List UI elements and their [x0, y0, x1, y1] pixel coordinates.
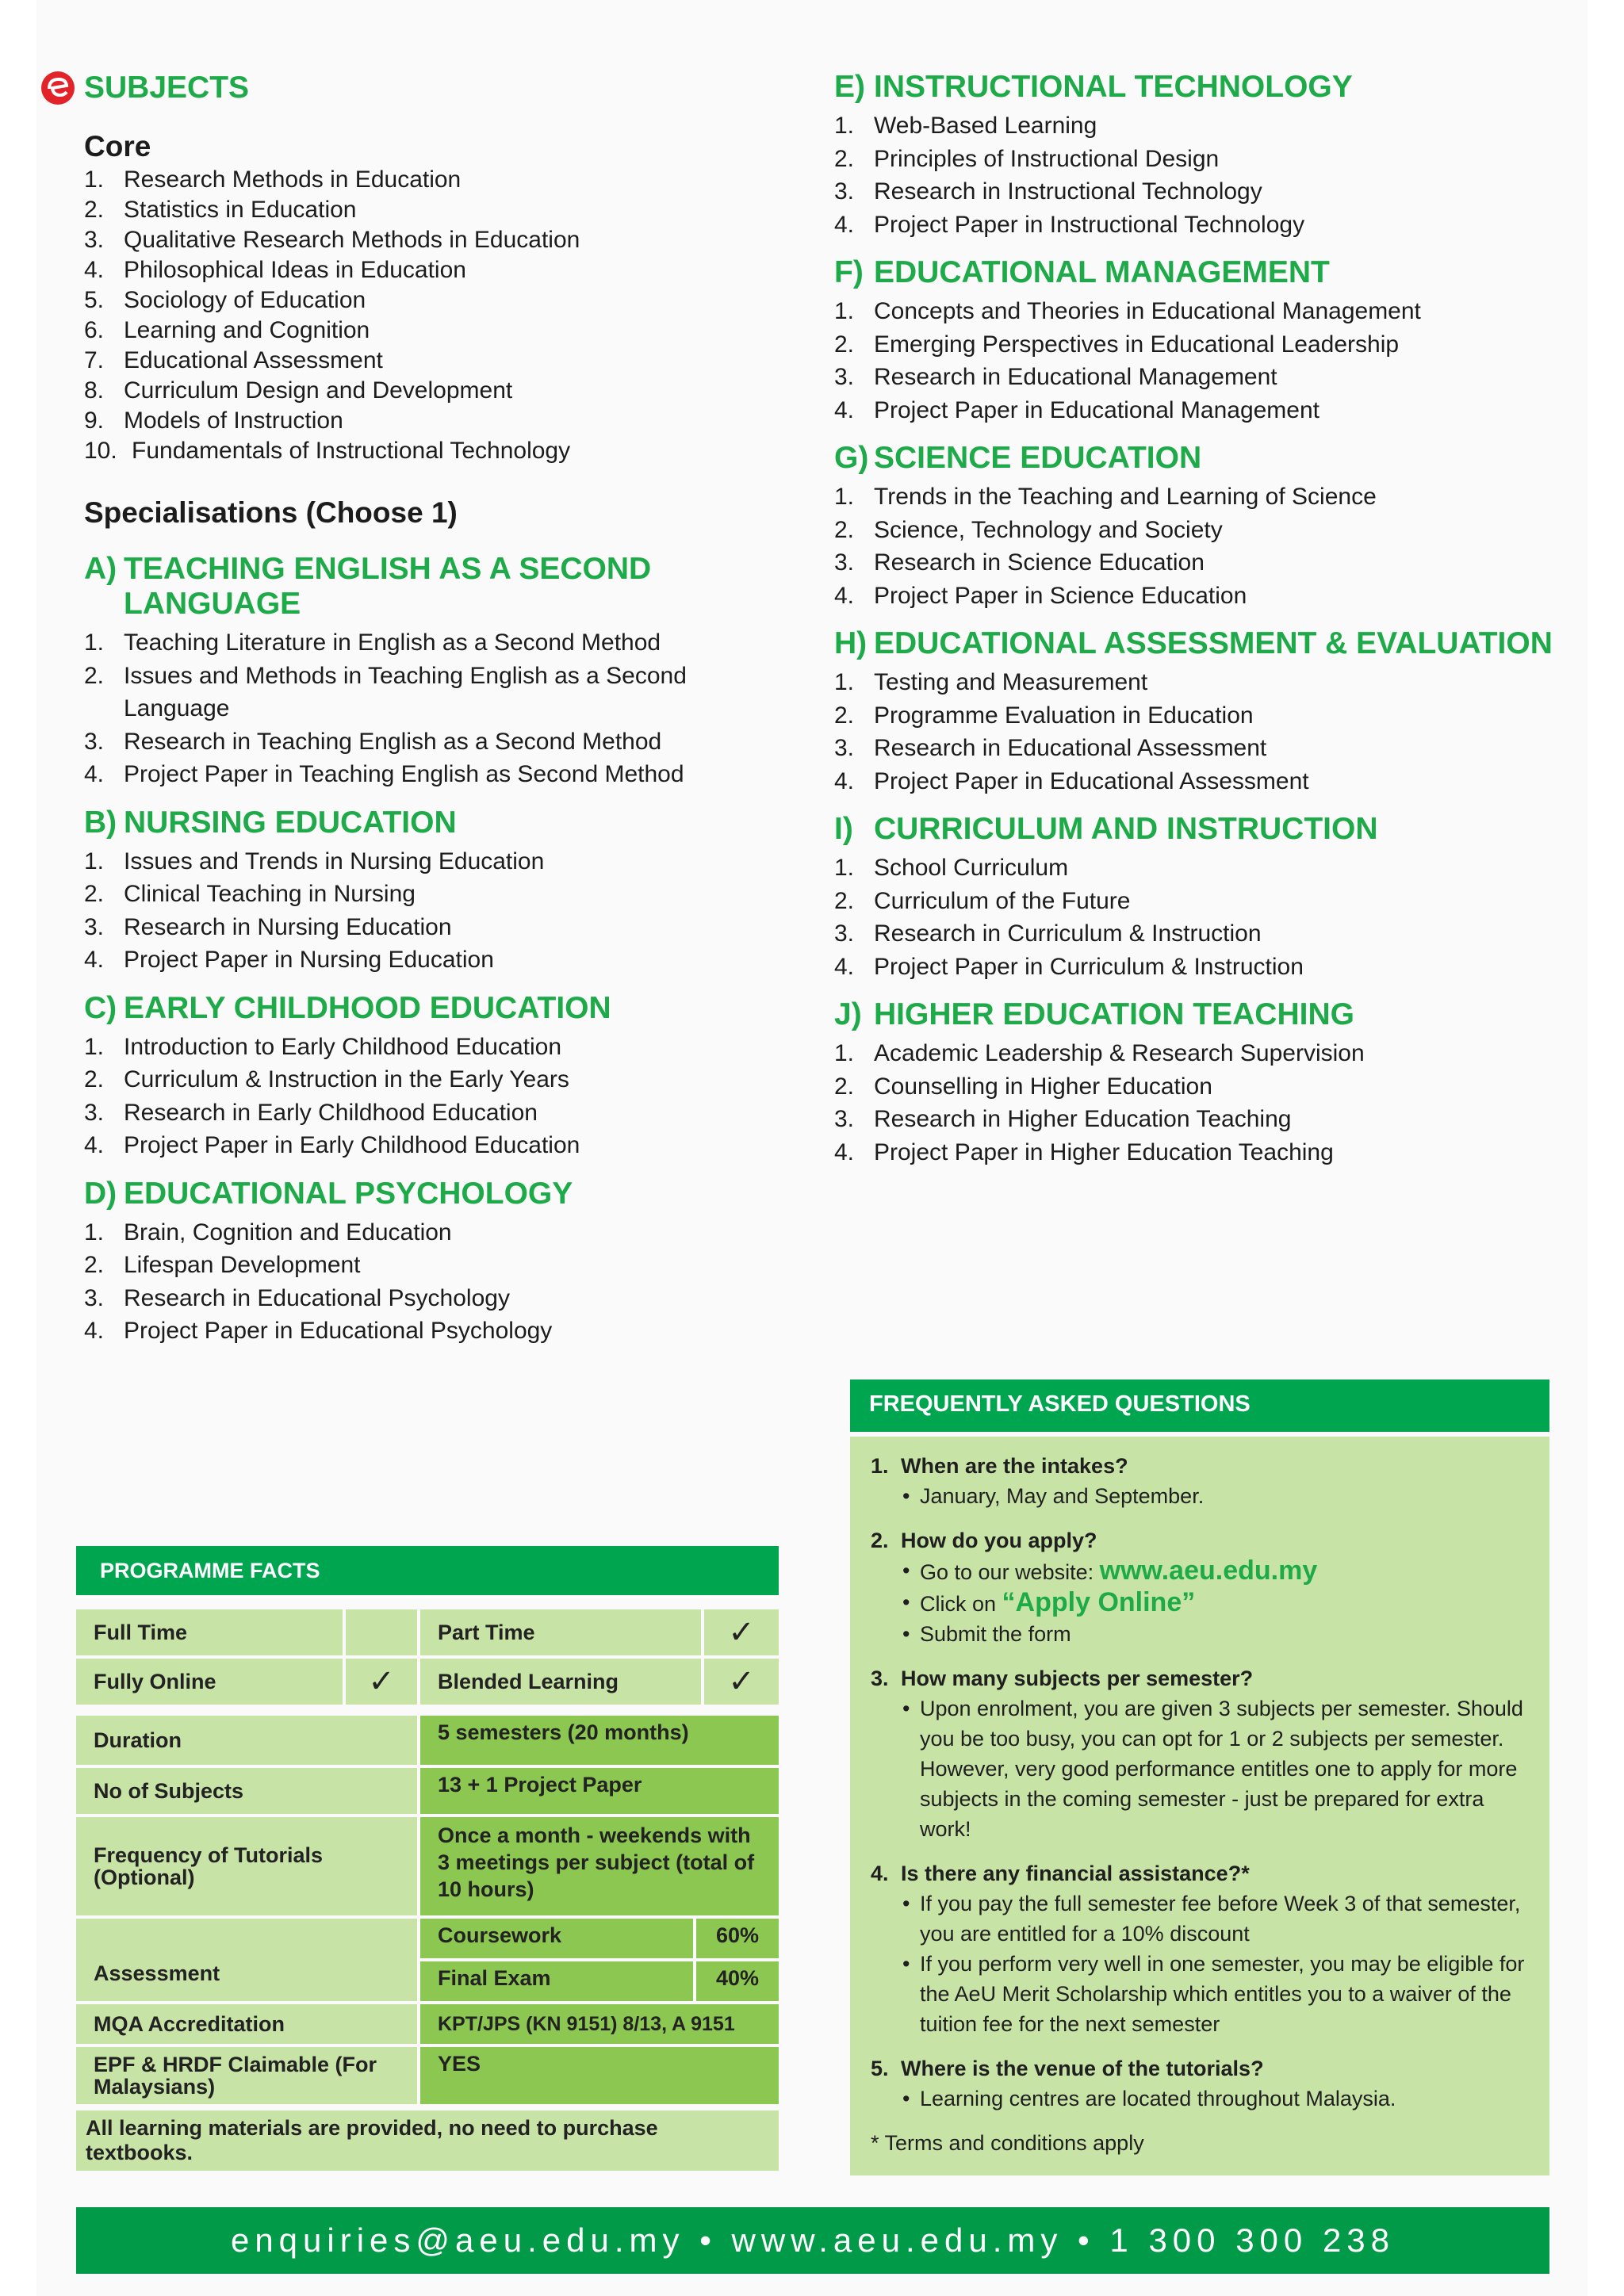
- item-number: 3.: [834, 178, 855, 205]
- item-number: 2.: [834, 702, 855, 729]
- website-link[interactable]: www.aeu.edu.my: [1099, 1556, 1318, 1586]
- specialisation-subject-item: [834, 1136, 1564, 1169]
- specialisation-title: [834, 441, 1564, 476]
- item-number: 3.: [834, 735, 855, 761]
- item-text: Teaching Literature in English as a Second Method: [124, 629, 661, 656]
- item-text: Clinical Teaching in Nursing: [124, 881, 416, 907]
- specialisation-section: [84, 806, 782, 977]
- specialisation-subject-list: [834, 480, 1564, 612]
- mqa-label: MQA Accreditation: [76, 2004, 417, 2044]
- coursework-value: 60%: [696, 1919, 779, 1958]
- specialisation-subject-item: [834, 361, 1564, 394]
- part-time-check-icon: ✓: [704, 1609, 779, 1655]
- item-text: Research in Educational Psychology: [124, 1284, 510, 1311]
- specialisation-subject-item: [84, 878, 782, 911]
- section-letter: C): [84, 990, 117, 1025]
- item-number: 1.: [834, 855, 855, 881]
- duration-value: 5 semesters (20 months): [420, 1716, 779, 1765]
- item-text: Research in Instructional Technology: [874, 178, 1262, 205]
- item-number: 7.: [84, 347, 105, 373]
- item-text: Research Methods in Education: [124, 166, 462, 193]
- specialisation-section: [84, 552, 782, 791]
- item-text: Models of Instruction: [124, 408, 343, 434]
- section-title-text: EDUCATIONAL PSYCHOLOGY: [124, 1176, 573, 1211]
- epf-hrdf-label: EPF & HRDF Claimable (For Malaysians): [76, 2047, 417, 2104]
- item-text: Trends in the Teaching and Learning of Science: [874, 484, 1377, 510]
- section-title-text: EDUCATIONAL ASSESSMENT & EVALUATION: [874, 626, 1553, 660]
- specialisation-subject-item: [84, 1031, 782, 1064]
- item-number: 4.: [834, 1138, 855, 1165]
- programme-facts-table: [76, 1609, 779, 2180]
- specialisation-subject-item: [834, 480, 1564, 514]
- faq-answer: January, May and September.: [920, 1484, 1205, 1508]
- section-title-text: EDUCATIONAL MANAGEMENT: [874, 255, 1330, 289]
- section-title-text: CURRICULUM AND INSTRUCTION: [874, 812, 1378, 846]
- specialisation-section: [834, 255, 1564, 427]
- section-letter: F): [834, 255, 864, 289]
- item-number: 3.: [834, 364, 855, 390]
- item-text: Research in Curriculum & Instruction: [874, 920, 1262, 947]
- item-number: 2.: [834, 516, 855, 543]
- item-text: Research in Higher Education Teaching: [874, 1106, 1292, 1132]
- item-number: 2.: [84, 197, 105, 223]
- item-number: 2.: [84, 881, 105, 907]
- faq-panel: [850, 1380, 1549, 2175]
- specialisation-subject-item: [84, 725, 782, 759]
- section-title-text: HIGHER EDUCATION TEACHING: [874, 997, 1354, 1031]
- section-letter: H): [834, 626, 868, 660]
- item-number: 2.: [84, 662, 105, 689]
- core-subject-item: [84, 346, 782, 376]
- item-text: Programme Evaluation in Education: [874, 702, 1254, 729]
- left-specialisations: [84, 552, 782, 1348]
- core-subject-item: [84, 195, 782, 225]
- specialisation-subject-item: [834, 143, 1564, 176]
- faq-number: 2.: [871, 1529, 889, 1552]
- item-text: Philosophical Ideas in Education: [124, 257, 466, 283]
- section-letter: B): [84, 805, 117, 840]
- section-letter: G): [834, 441, 869, 475]
- specialisation-title: [834, 997, 1564, 1032]
- faq-question: When are the intakes?: [901, 1454, 1128, 1478]
- specialisation-section: [834, 997, 1564, 1169]
- bullet-icon: •: [902, 1622, 910, 1646]
- section-title-text: INSTRUCTIONAL TECHNOLOGY: [874, 70, 1353, 104]
- specialisation-subject-item: [834, 209, 1564, 242]
- specialisation-subject-list: [84, 845, 782, 977]
- fully-online-label: Fully Online: [76, 1659, 343, 1705]
- full-time-label: Full Time: [76, 1609, 343, 1655]
- item-text: Curriculum Design and Development: [124, 377, 513, 404]
- bullet-icon: •: [902, 1952, 910, 1976]
- item-number: 3.: [834, 1106, 855, 1132]
- no-of-subjects-value: 13 + 1 Project Paper: [420, 1768, 779, 1814]
- item-text: Project Paper in Instructional Technology: [874, 211, 1305, 238]
- specialisation-subject-item: [834, 328, 1564, 362]
- item-number: 3.: [834, 549, 855, 576]
- item-number: 3.: [84, 227, 105, 253]
- item-number: 4.: [84, 1132, 105, 1158]
- specialisation-title: [84, 552, 782, 622]
- specialisation-subject-item: [834, 732, 1564, 765]
- item-text: Issues and Trends in Nursing Education: [124, 848, 545, 874]
- specialisation-subject-item: [834, 175, 1564, 209]
- item-number: 4.: [84, 947, 105, 973]
- item-text: Curriculum & Instruction in the Early Years: [124, 1066, 569, 1093]
- item-number: 1.: [834, 484, 855, 510]
- blended-learning-label: Blended Learning: [420, 1659, 701, 1705]
- item-text: Web-Based Learning: [874, 113, 1097, 139]
- programme-facts: [76, 1546, 779, 2180]
- section-title-text: EARLY CHILDHOOD EDUCATION: [124, 990, 611, 1025]
- section-letter: D): [84, 1176, 117, 1211]
- item-number: 6.: [84, 317, 105, 343]
- specialisations-heading: Specialisations (Choose 1): [84, 496, 458, 529]
- fully-online-check-icon: ✓: [346, 1659, 417, 1705]
- item-text: Research in Early Childhood Education: [124, 1099, 538, 1126]
- specialisation-title: [84, 991, 782, 1026]
- core-heading: Core: [84, 130, 151, 163]
- specialisation-subject-item: [834, 514, 1564, 547]
- faq-body: [850, 1437, 1549, 2175]
- bullet-icon: •: [902, 1559, 910, 1582]
- programme-facts-heading: PROGRAMME FACTS: [76, 1546, 779, 1598]
- specialisation-subject-item: [84, 1129, 782, 1162]
- item-text: Qualitative Research Methods in Education: [124, 227, 580, 253]
- specialisation-subject-list: [84, 1216, 782, 1348]
- item-number: 2.: [834, 331, 855, 358]
- faq-answer: Click on: [920, 1592, 997, 1616]
- specialisation-subject-item: [84, 1249, 782, 1282]
- subjects-heading: SUBJECTS: [84, 71, 250, 105]
- item-number: 1.: [84, 1033, 105, 1060]
- core-list: [84, 165, 782, 466]
- specialisation-subject-item: [834, 109, 1564, 143]
- item-number: 4.: [834, 396, 855, 423]
- item-text: Project Paper in Educational Management: [874, 396, 1320, 423]
- specialisation-subject-item: [84, 1063, 782, 1096]
- item-text: Research in Educational Assessment: [874, 735, 1267, 761]
- faq-heading: FREQUENTLY ASKED QUESTIONS: [850, 1380, 1549, 1432]
- item-text: Counselling in Higher Education: [874, 1073, 1212, 1100]
- item-text: Lifespan Development: [124, 1252, 361, 1278]
- specialisation-subject-item: [84, 626, 782, 660]
- aeu-logo-icon: [40, 70, 76, 106]
- faq-item-financial: [871, 1858, 1529, 2039]
- item-number: 8.: [84, 377, 105, 404]
- specialisation-title: [834, 255, 1564, 290]
- item-number: 1.: [84, 629, 105, 656]
- specialisation-subject-item: [84, 1216, 782, 1249]
- specialisation-subject-list: [84, 1031, 782, 1162]
- item-text: Science, Technology and Society: [874, 516, 1223, 543]
- specialisation-subject-item: [84, 1096, 782, 1130]
- specialisation-subject-list: [834, 109, 1564, 241]
- mqa-value: KPT/JPS (KN 9151) 8/13, A 9151: [420, 2004, 779, 2044]
- faq-question: Where is the venue of the tutorials?: [901, 2057, 1264, 2080]
- epf-hrdf-value: YES: [420, 2047, 779, 2104]
- faq-number: 1.: [871, 1454, 889, 1478]
- item-text: Learning and Cognition: [124, 317, 370, 343]
- final-exam-label: Final Exam: [420, 1961, 693, 2001]
- item-number: 1.: [834, 113, 855, 139]
- item-number: 1.: [84, 1219, 105, 1246]
- section-letter: E): [834, 70, 865, 104]
- item-text: Project Paper in Science Education: [874, 582, 1247, 609]
- item-number: 5.: [84, 287, 105, 313]
- section-letter: I): [834, 812, 853, 846]
- item-number: 1.: [84, 166, 105, 193]
- specialisation-subject-item: [84, 1282, 782, 1315]
- specialisation-subject-item: [84, 1314, 782, 1348]
- item-number: 1.: [84, 848, 105, 874]
- item-text: Academic Leadership & Research Supervision: [874, 1040, 1365, 1066]
- item-text: Research in Nursing Education: [124, 913, 452, 940]
- specialisation-subject-item: [834, 394, 1564, 427]
- core-subject-item: [84, 406, 782, 436]
- item-text: Curriculum of the Future: [874, 887, 1131, 914]
- item-number: 3.: [84, 728, 105, 755]
- item-text: Project Paper in Teaching English as Second Method: [124, 761, 684, 787]
- section-title-text: SCIENCE EDUCATION: [874, 441, 1202, 475]
- faq-item-apply: [871, 1525, 1529, 1649]
- specialisation-subject-item: [834, 580, 1564, 613]
- faq-question: How do you apply?: [901, 1529, 1097, 1552]
- section-letter: J): [834, 997, 862, 1031]
- specialisation-subject-list: [834, 666, 1564, 798]
- faq-item-venue: [871, 2053, 1529, 2114]
- item-number: 2.: [84, 1252, 105, 1278]
- item-number: 4.: [84, 761, 105, 787]
- item-text: Issues and Methods in Teaching English as a Second Language: [124, 662, 687, 721]
- faq-question: How many subjects per semester?: [901, 1667, 1254, 1690]
- core-subject-item: [84, 255, 782, 285]
- specialisation-subject-item: [84, 845, 782, 878]
- frequency-value: Once a month - weekends with 3 meetings per subject (total of 10 hours): [420, 1817, 779, 1915]
- item-number: 3.: [834, 920, 855, 947]
- specialisation-subject-list: [834, 295, 1564, 427]
- item-text: Brain, Cognition and Education: [124, 1219, 452, 1246]
- apply-online-link[interactable]: “Apply Online”: [1002, 1587, 1196, 1617]
- bullet-icon: •: [902, 1697, 910, 1720]
- core-subject-item: [84, 316, 782, 346]
- bullet-icon: •: [902, 2087, 910, 2110]
- specialisation-subject-item: [834, 1037, 1564, 1070]
- left-column: [84, 70, 782, 1348]
- item-number: 1.: [834, 669, 855, 695]
- bullet-icon: •: [902, 1484, 910, 1508]
- item-number: 10.: [84, 438, 117, 464]
- item-text: School Curriculum: [874, 855, 1069, 881]
- specialisation-subject-list: [84, 626, 782, 791]
- item-text: Project Paper in Curriculum & Instruction: [874, 953, 1304, 980]
- item-number: 1.: [834, 1040, 855, 1066]
- item-number: 3.: [84, 913, 105, 940]
- specialisation-subject-item: [834, 699, 1564, 733]
- specialisation-section: [84, 1177, 782, 1348]
- faq-question: Is there any financial assistance?*: [901, 1862, 1250, 1885]
- full-time-check-empty: [346, 1609, 417, 1655]
- faq-item-intakes: [871, 1451, 1529, 1511]
- specialisation-section: [834, 441, 1564, 612]
- specialisation-title: [84, 806, 782, 840]
- part-time-label: Part Time: [420, 1609, 701, 1655]
- specialisation-subject-item: [84, 660, 782, 725]
- item-text: Fundamentals of Instructional Technology: [132, 438, 571, 464]
- bullet-icon: •: [902, 1590, 910, 1614]
- specialisation-subject-item: [834, 765, 1564, 798]
- duration-label: Duration: [76, 1716, 417, 1765]
- learning-materials-note: All learning materials are provided, no need to purchase textbooks.: [76, 2110, 779, 2171]
- item-number: 4.: [84, 1318, 105, 1344]
- item-number: 4.: [834, 211, 855, 238]
- faq-number: 5.: [871, 2057, 889, 2080]
- core-subject-item: [84, 225, 782, 255]
- item-text: Educational Assessment: [124, 347, 383, 373]
- item-text: Project Paper in Higher Education Teaching: [874, 1138, 1334, 1165]
- faq-answer: Go to our website:: [920, 1560, 1094, 1584]
- item-text: Research in Educational Management: [874, 364, 1277, 390]
- specialisation-subject-item: [834, 1070, 1564, 1104]
- right-specialisations: [834, 70, 1564, 1169]
- item-number: 9.: [84, 408, 105, 434]
- core-subject-item: [84, 436, 782, 466]
- final-exam-value: 40%: [696, 1961, 779, 2001]
- item-text: Principles of Instructional Design: [874, 145, 1220, 172]
- faq-item-subjects: [871, 1663, 1529, 1844]
- item-number: 2.: [84, 1066, 105, 1093]
- section-letter: A): [84, 552, 117, 586]
- item-text: Project Paper in Early Childhood Education: [124, 1132, 580, 1158]
- contact-footer: enquiries@aeu.edu.my • www.aeu.edu.my • 1 300 300 238: [76, 2207, 1549, 2274]
- subjects-header: [40, 70, 782, 106]
- specialisation-section: [84, 991, 782, 1162]
- specialisation-subject-item: [84, 758, 782, 791]
- item-text: Introduction to Early Childhood Education: [124, 1033, 562, 1060]
- specialisation-section: [834, 70, 1564, 241]
- faq-number: 4.: [871, 1862, 889, 1885]
- item-text: Sociology of Education: [124, 287, 366, 313]
- item-text: Project Paper in Nursing Education: [124, 947, 494, 973]
- specialisation-subject-item: [84, 911, 782, 944]
- coursework-label: Coursework: [420, 1919, 693, 1958]
- faq-answer: Learning centres are located throughout Malaysia.: [920, 2087, 1396, 2110]
- item-text: Emerging Perspectives in Educational Leadership: [874, 331, 1400, 358]
- specialisation-subject-item: [834, 295, 1564, 328]
- core-subject-item: [84, 165, 782, 195]
- blended-learning-check-icon: ✓: [704, 1659, 779, 1705]
- core-subject-item: [84, 285, 782, 316]
- specialisation-subject-list: [834, 851, 1564, 983]
- item-text: Research in Teaching English as a Second Method: [124, 728, 662, 755]
- section-title-text: TEACHING ENGLISH AS A SECOND LANGUAGE: [124, 552, 652, 621]
- item-text: Testing and Measurement: [874, 669, 1148, 695]
- item-number: 4.: [834, 767, 855, 794]
- item-text: Project Paper in Educational Assessment: [874, 767, 1309, 794]
- specialisation-section: [834, 626, 1564, 798]
- item-number: 1.: [834, 298, 855, 324]
- specialisation-title: [84, 1177, 782, 1211]
- specialisation-subject-item: [834, 917, 1564, 951]
- specialisation-title: [834, 70, 1564, 105]
- faq-answer: If you pay the full semester fee before Week 3 of that semester, you are entitled for a 10% discount: [920, 1892, 1521, 1946]
- specialisation-subject-list: [834, 1037, 1564, 1169]
- frequency-label: Frequency of Tutorials (Optional): [76, 1817, 417, 1915]
- specialisation-title: [834, 812, 1564, 847]
- no-of-subjects-label: No of Subjects: [76, 1768, 417, 1814]
- item-number: 3.: [84, 1284, 105, 1311]
- specialisation-subject-item: [834, 546, 1564, 580]
- item-number: 2.: [834, 1073, 855, 1100]
- item-number: 2.: [834, 887, 855, 914]
- specialisation-subject-item: [834, 851, 1564, 885]
- bullet-icon: •: [902, 1892, 910, 1915]
- section-title-text: NURSING EDUCATION: [124, 805, 457, 840]
- faq-answer: If you perform very well in one semester, you may be eligible for the AeU Merit Scholarship which entitles you to a waiver of the tuition fee for the next semester: [920, 1952, 1525, 2036]
- faq-number: 3.: [871, 1667, 889, 1690]
- specialisation-subject-item: [834, 666, 1564, 699]
- item-text: Statistics in Education: [124, 197, 357, 223]
- specialisation-subject-item: [834, 951, 1564, 984]
- terms-note: * Terms and conditions apply: [871, 2131, 1144, 2155]
- item-number: 4.: [834, 582, 855, 609]
- item-text: Project Paper in Educational Psychology: [124, 1318, 553, 1344]
- specialisation-subject-item: [834, 1103, 1564, 1136]
- item-text: Concepts and Theories in Educational Management: [874, 298, 1421, 324]
- item-text: Research in Science Education: [874, 549, 1205, 576]
- specialisation-section: [834, 812, 1564, 983]
- item-number: 4.: [84, 257, 105, 283]
- faq-answer: Upon enrolment, you are given 3 subjects per semester. Should you be too busy, you can opt for 1 or 2 subjects per semester. However, very good performance entitles one to apply for more subjects in the coming semester - just be prepared for extra work!: [920, 1697, 1523, 1841]
- item-number: 2.: [834, 145, 855, 172]
- core-subject-item: [84, 376, 782, 406]
- specialisation-subject-item: [834, 885, 1564, 918]
- specialisation-title: [834, 626, 1564, 661]
- specialisation-subject-item: [84, 943, 782, 977]
- item-number: 4.: [834, 953, 855, 980]
- right-column: [834, 70, 1564, 1169]
- faq-answer: Submit the form: [920, 1622, 1071, 1646]
- item-number: 3.: [84, 1099, 105, 1126]
- assessment-label: Assessment: [76, 1919, 417, 2001]
